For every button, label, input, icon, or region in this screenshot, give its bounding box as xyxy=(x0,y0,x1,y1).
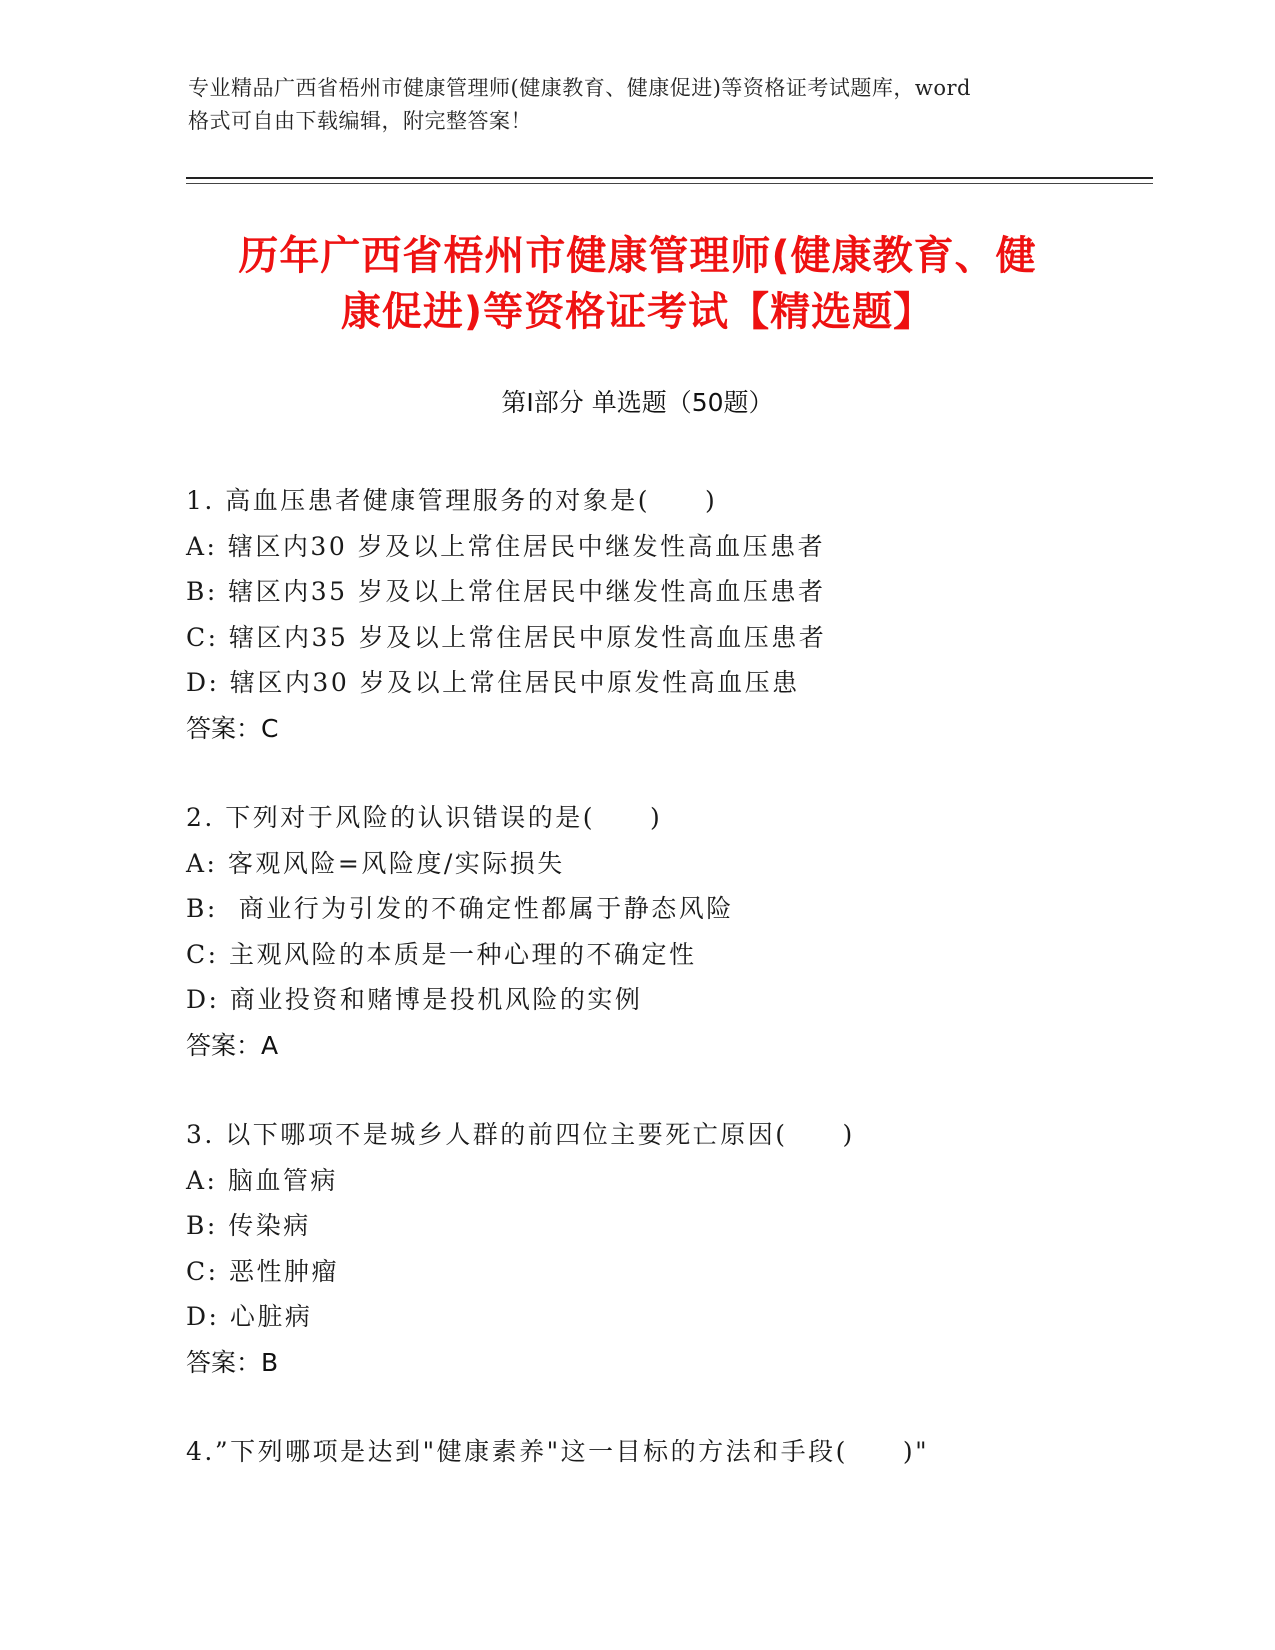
option-b: B: 辖区内35 岁及以上常住居民中继发性高血压患者 xyxy=(186,577,826,606)
header-note-line-2: 格式可自由下载编辑，附完整答案！ xyxy=(188,109,532,133)
header-divider-thick xyxy=(186,177,1153,179)
option-d: D: 商业投资和赌博是投机风险的实例 xyxy=(186,985,643,1014)
section-heading: 第Ⅰ部分 单选题（50题） xyxy=(501,388,774,417)
header-note-line-1: 专业精品广西省梧州市健康管理师(健康教育、健康促进)等资格证考试题库，word xyxy=(188,76,971,100)
option-c: C: 辖区内35 岁及以上常住居民中原发性高血压患者 xyxy=(186,622,827,652)
document-title-line-2: 康促进)等资格证考试【精选题】 xyxy=(340,289,935,335)
option-b: B: 商业行为引发的不确定性都属于静态风险 xyxy=(186,894,734,923)
question-3 xyxy=(186,1112,1116,1385)
question-1 xyxy=(186,478,1116,751)
option-a: A: 客观风险=风险度/实际损失 xyxy=(186,848,565,878)
header-divider-thin xyxy=(186,183,1153,184)
option-a: A: 辖区内30 岁及以上常住居民中继发性高血压患者 xyxy=(186,531,826,561)
question-list xyxy=(186,478,1116,1519)
question-stem: 2. 下列对于风险的认识错误的是( ) xyxy=(186,803,663,832)
document-title xyxy=(160,228,1115,340)
question-stem: 1. 高血压患者健康管理服务的对象是( ) xyxy=(186,486,718,515)
option-a: A: 脑血管病 xyxy=(186,1165,338,1195)
question-stem: 3. 以下哪项不是城乡人群的前四位主要死亡原因( ) xyxy=(186,1120,855,1149)
header-note xyxy=(188,72,1088,138)
answer-line: 答案：B xyxy=(186,1347,279,1377)
option-d: D: 辖区内30 岁及以上常住居民中原发性高血压患 xyxy=(186,668,800,697)
option-b: B: 传染病 xyxy=(186,1211,311,1240)
option-d: D: 心脏病 xyxy=(186,1302,313,1331)
document-title-line-1: 历年广西省梧州市健康管理师(健康教育、健 xyxy=(238,233,1037,279)
answer-line: 答案：C xyxy=(186,713,279,743)
question-4 xyxy=(186,1429,1116,1475)
option-c: C: 恶性肿瘤 xyxy=(186,1256,339,1286)
answer-line: 答案：A xyxy=(186,1030,279,1060)
option-c: C: 主观风险的本质是一种心理的不确定性 xyxy=(186,939,697,969)
question-2 xyxy=(186,795,1116,1068)
question-stem: 4.”下列哪项是达到"健康素养"这一目标的方法和手段( )" xyxy=(186,1437,930,1466)
